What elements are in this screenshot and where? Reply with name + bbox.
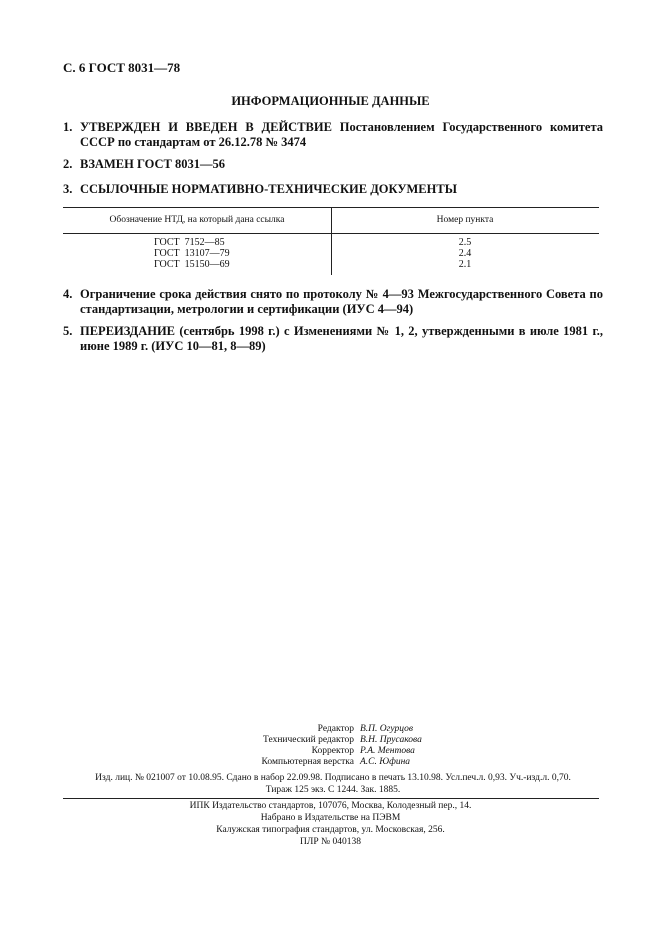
publishing-details [63, 772, 603, 796]
table-cell-document: ГОСТ 7152—85 [154, 237, 225, 248]
table-header-document: Обозначение НТД, на который дана ссылка [109, 215, 285, 225]
table-cell-clause: 2.4 [458, 248, 472, 259]
table-row [63, 259, 599, 270]
item-number: 1. [63, 120, 73, 134]
printer-line: ПЛР № 040138 [300, 837, 361, 847]
info-item-5 [63, 324, 603, 354]
editor-name: Р.А. Ментова [360, 746, 415, 756]
info-item-2 [63, 157, 603, 172]
document-title: ИНФОРМАЦИОННЫЕ ДАННЫЕ [231, 94, 430, 108]
printer-line: Калужская типография стандартов, ул. Московская, 256. [216, 825, 445, 835]
printer-line: Набрано в Издательстве на ПЭВМ [260, 813, 401, 823]
editor-row [0, 735, 661, 746]
item-label: ПЕРЕИЗДАНИЕ [80, 324, 176, 338]
editor-row [0, 724, 661, 735]
table-cell-document: ГОСТ 13107—79 [154, 248, 230, 259]
editor-role: Корректор [311, 746, 354, 756]
info-item-4 [63, 287, 603, 317]
page-header: С. 6 ГОСТ 8031—78 [63, 60, 181, 75]
editor-name: В.Н. Прусакова [360, 735, 422, 745]
editor-name: А.С. Юфина [360, 757, 411, 767]
item-number: 2. [63, 157, 73, 171]
editor-role: Редактор [317, 724, 354, 734]
editor-row [0, 746, 661, 757]
editor-name: В.П. Огурцов [360, 724, 413, 734]
table-row [63, 248, 599, 259]
table-header-clause: Номер пункта [436, 215, 494, 225]
item-text: Ограничение срока действия снято по протоколу № 4—93 Межгосударственного Совета по стандартизации, метрологии и сертификации (ИУС 4—94) [80, 287, 603, 316]
item-text: Постановлением Государственного комитета СССР по стандартам от 26.12.78 № 3474 [80, 120, 604, 149]
item-label: ССЫЛОЧНЫЕ НОРМАТИВНО-ТЕХНИЧЕСКИЕ ДОКУМЕНТЫ [80, 182, 457, 196]
item-label: УТВЕРЖДЕН И ВВЕДЕН В ДЕЙСТВИЕ [80, 120, 332, 134]
editor-role: Компьютерная верстка [261, 757, 354, 767]
info-item-3 [63, 182, 603, 197]
table-cell-document: ГОСТ 15150—69 [154, 259, 230, 270]
editor-role: Технический редактор [263, 735, 354, 745]
item-text: (сентябрь 1998 г.) с Изменениями № 1, 2, утвержденными в июле 1981 г., июне 1989 г. (ИУС 10—81, 8—89) [80, 324, 603, 353]
item-label: ВЗАМЕН ГОСТ 8031—56 [80, 157, 225, 171]
colophon-divider [63, 798, 599, 799]
editor-row [0, 757, 661, 768]
table-row [63, 237, 599, 248]
table-cell-clause: 2.1 [458, 259, 472, 270]
item-number: 3. [63, 182, 73, 196]
printer-line: ИПК Издательство стандартов, 107076, Москва, Колодезный пер., 14. [189, 801, 472, 811]
info-item-1 [63, 120, 603, 150]
publishing-line: Изд. лиц. № 021007 от 10.08.95. Сдано в набор 22.09.98. Подписано в печать 13.10.98. Усл.печ.л. 0,93. Уч.-изд.л. 0,70. [95, 773, 571, 783]
printer-details [0, 800, 661, 848]
publishing-line: Тираж 125 экз. С 1244. Зак. 1885. [265, 785, 401, 795]
item-number: 4. [63, 287, 73, 301]
item-number: 5. [63, 324, 73, 338]
table-cell-clause: 2.5 [458, 237, 472, 248]
